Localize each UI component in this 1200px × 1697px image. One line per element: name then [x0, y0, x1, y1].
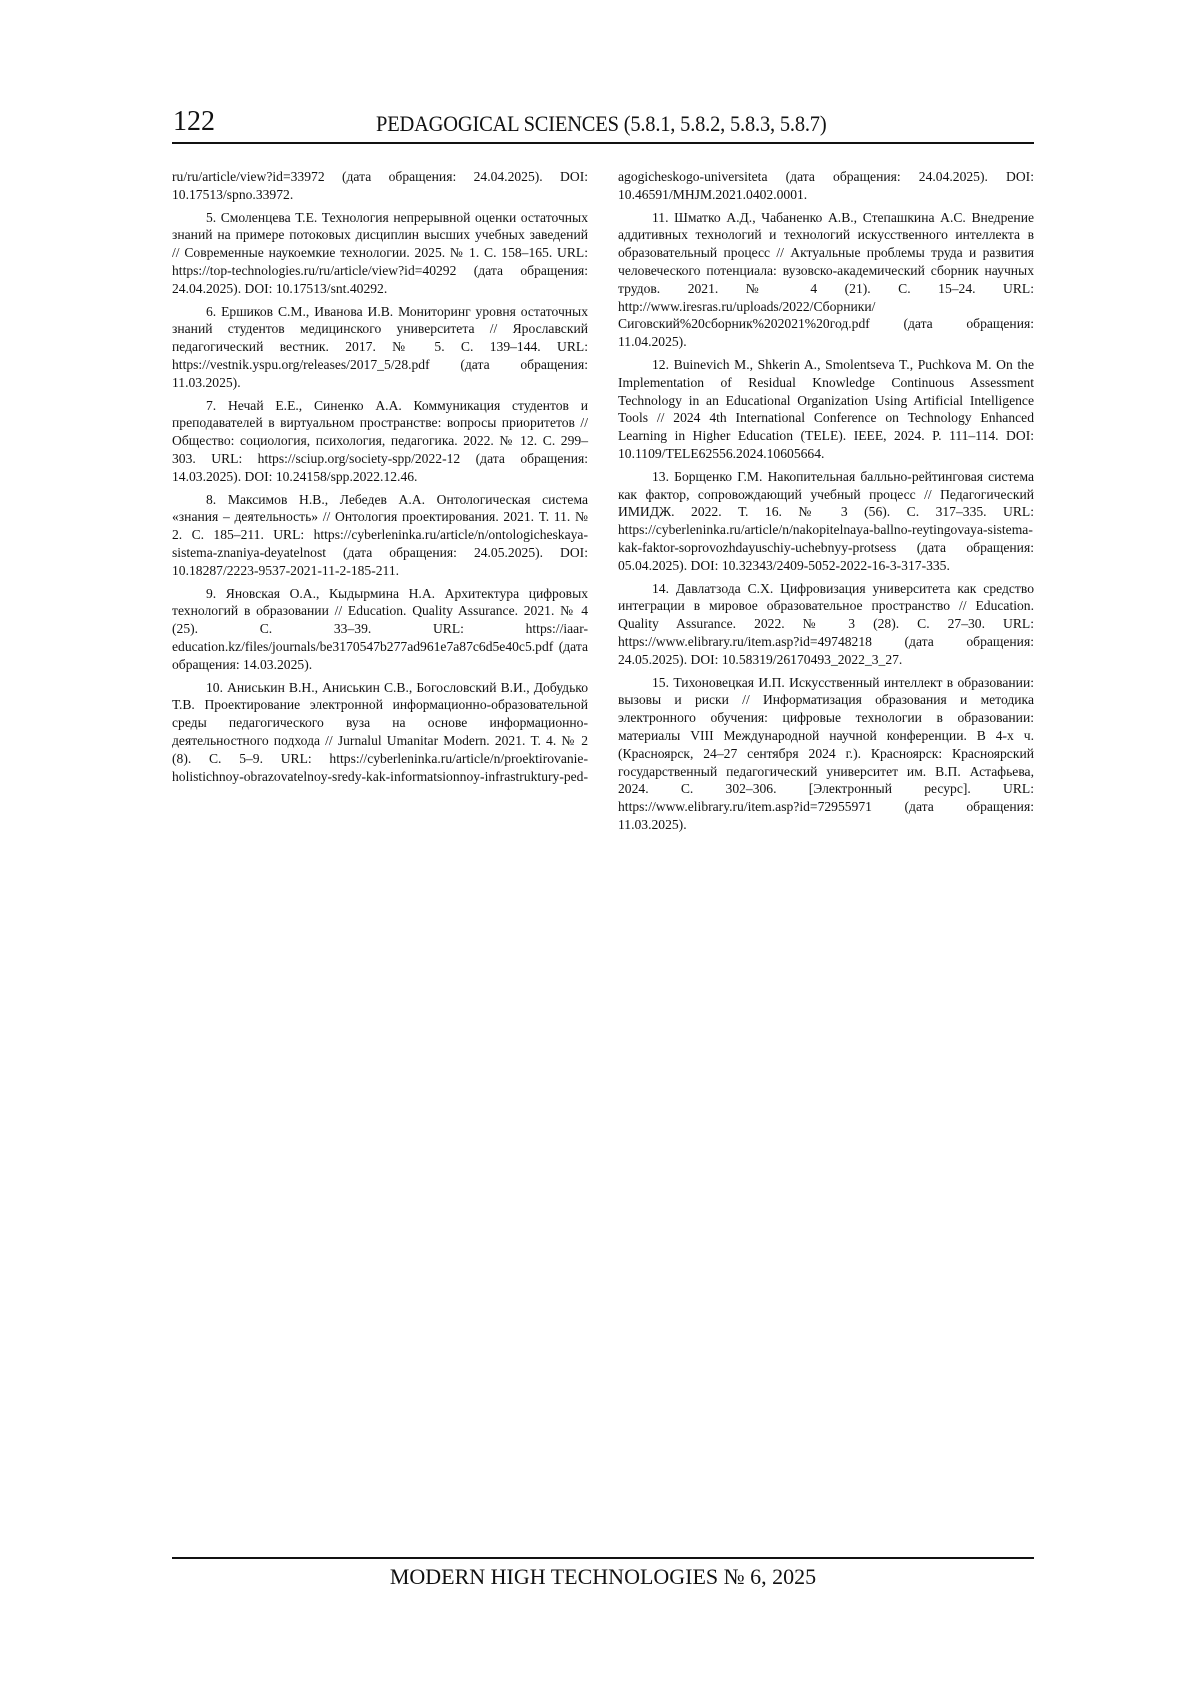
reference-item: 5. Смоленцева Т.Е. Технология непрерывной оценки остаточных знаний на примере потоковых дисциплин высших учебных заведений // Современные наукоемкие технологии. 2025. № 1. С. 158–165. URL: https://top-technologies.ru/ru/article/view?id=40292 (дата обращения: 24.04.2025). DOI: 10.17513/snt.40292. [172, 209, 588, 296]
footer-divider [172, 1557, 1034, 1559]
running-title: PEDAGOGICAL SCIENCES (5.8.1, 5.8.2, 5.8.3, 5.8.7) [376, 111, 827, 136]
reference-item: ru/ru/article/view?id=33972 (дата обращения: 24.04.2025). DOI: 10.17513/spno.33972. [172, 169, 588, 202]
reference-item: 15. Тихоновецкая И.П. Искусственный интеллект в образовании: вызовы и риски // Информатизация образования и методика электронного обучения: цифровые технологии в образовании: материалы VIII Международной научной конференции. В 4-х ч. (Красноярск, 24–27 сентября 2024 г.). Красноярск: Красноярский государственный педагогический университет им. В.П. Астафьева, 2024. С. 302–306. [Электронный ресурс]. URL: https://www.elibrary.ru/item.asp?id=72955971 (дата обращения: 11.03.2025). [618, 674, 1034, 832]
reference-item: 8. Максимов Н.В., Лебедев А.А. Онтологическая система «знания – деятельность» // Онтология проектирования. 2021. Т. 11. № 2. С. 185–211. URL: https://cyberleninka.ru/article/n/ontologicheskaya-sistema-znaniya-deyatelnost (дата обращения: 24.05.2025). DOI: 10.18287/2223-9537-2021-11-2-185-211. [172, 491, 588, 578]
reference-item: agogicheskogo-universiteta (дата обращения: 24.04.2025). DOI: 10.46591/MHJM.2021.0402.0001. [618, 169, 1034, 202]
journal-footer: MODERN HIGH TECHNOLOGIES № 6, 2025 [389, 1564, 817, 1589]
references-right-column [618, 168, 1034, 839]
reference-item: 13. Борщенко Г.М. Накопительная балльно-рейтинговая система как фактор, сопровождающий учебный процесс // Педагогический ИМИДЖ. 2022. Т. 16. № 3 (56). С. 317–335. URL: https://cyberleninka.ru/article/n/nakopitelnaya-ballno-reytingovaya-sistema-kak-faktor-soprovozhdayuschiy-uchebnyy-protsess (дата обращения: 05.04.2025). DOI: 10.32343/2409-5052-2022-16-3-317-335. [618, 468, 1034, 573]
reference-item: 10. Аниськин В.Н., Аниськин С.В., Богословский В.И., Добудько Т.В. Проектирование электронной информационно-образовательной среды педагогического вуза на основе информационно-деятельностного подхода // Jurnalul Umanitar Modern. 2021. Т. 4. № 2 (8). С. 5–9. URL: https://cyberleninka.ru/article/n/proektirovanie-holistichnoy-obrazovatelnoy-sredy-kak-informatsionnoy-infrastruktury-ped- [172, 679, 588, 784]
references-left-column [172, 168, 588, 790]
reference-item: 6. Ершиков С.М., Иванова И.В. Мониторинг уровня остаточных знаний студентов медицинского университета // Ярославский педагогический вестник. 2017. № 5. С. 139–144. URL: https://vestnik.yspu.org/releases/2017_5/28.pdf (дата обращения: 11.03.2025). [172, 303, 588, 390]
reference-item: 12. Buinevich M., Shkerin A., Smolentseva T., Puchkova M. On the Implementation of Residual Knowledge Continuous Assessment Technology in an Educational Organization Using Artificial Intelligence Tools // 2024 4th International Conference on Technology Enhanced Learning in Higher Education (TELE). IEEE, 2024. P. 111–114. DOI: 10.1109/TELE62556.2024.10605664. [618, 356, 1034, 461]
page-number: 122 [173, 106, 215, 137]
reference-item: 7. Нечай Е.Е., Синенко А.А. Коммуникация студентов и преподавателей в виртуальном пространстве: вопросы приоритетов // Общество: социология, психология, педагогика. 2022. № 12. С. 299–303. URL: https://sciup.org/society-spp/2022-12 (дата обращения: 14.03.2025). DOI: 10.24158/spp.2022.12.46. [172, 397, 588, 484]
header-divider [172, 142, 1034, 144]
reference-item: 11. Шматко А.Д., Чабаненко А.В., Степашкина А.С. Внедрение аддитивных технологий и технологий искусственного интеллекта в образовательный процесс // Актуальные проблемы труда и развития человеческого потенциала: вузовско-академический сборник научных трудов. 2021. № 4 (21). С. 15–24. URL: http://www.iresras.ru/uploads/2022/Сборники/Сиговский%20сборник%202021%20год.pdf (дата обращения: 11.04.2025). [618, 209, 1034, 350]
reference-item: 9. Яновская О.А., Кыдырмина Н.А. Архитектура цифровых технологий в образовании // Education. Quality Assurance. 2021. № 4 (25). С. 33–39. URL: https://iaar-education.kz/files/journals/be3170547b277ad961e7a87c6d5e40c5.pdf (дата обращения: 14.03.2025). [172, 585, 588, 672]
reference-item: 14. Давлатзода С.Х. Цифровизация университета как средство интеграции в мировое образовательное пространство // Education. Quality Assurance. 2022. № 3 (28). С. 27–30. URL: https://www.elibrary.ru/item.asp?id=49748218 (дата обращения: 24.05.2025). DOI: 10.58319/26170493_2022_3_27. [618, 580, 1034, 667]
